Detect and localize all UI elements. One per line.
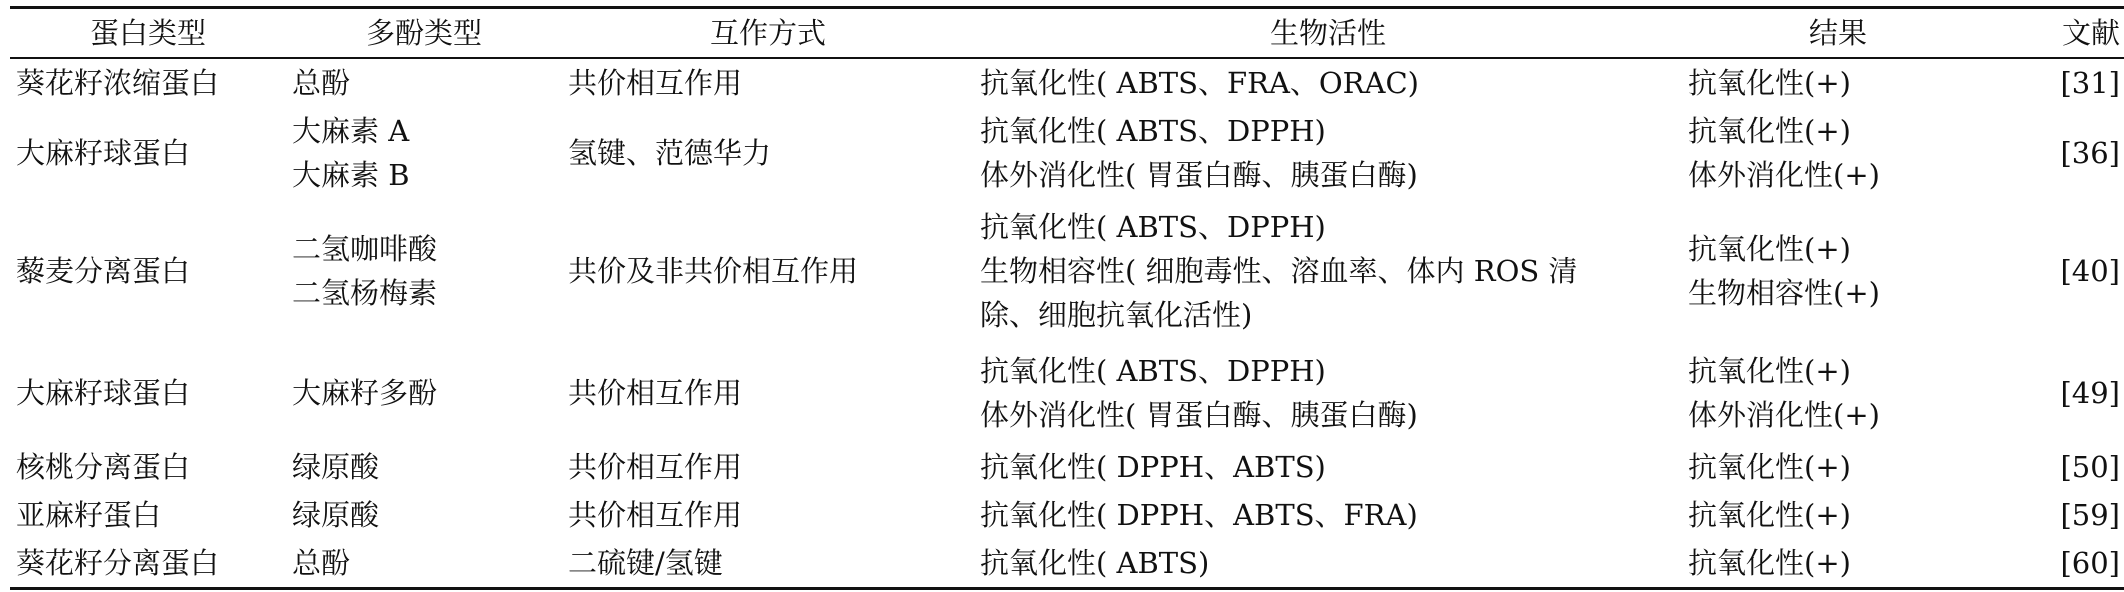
table-row: [10, 491, 2124, 539]
cell-bioactivity-line: 抗氧化性( DPPH、ABTS): [980, 450, 1326, 484]
cell-polyphenol-type-line: 绿原酸: [292, 498, 380, 532]
cell-protein-type: [10, 58, 286, 107]
protein-polyphenol-table-container: [10, 6, 2120, 590]
cell-result: [1682, 539, 1994, 589]
table-row: [10, 107, 2124, 199]
table-row: [10, 343, 2124, 443]
cell-reference: [36]: [2060, 136, 2120, 170]
cell-polyphenol-type-line: 大麻素 B: [292, 158, 410, 192]
cell-result-line: 抗氧化性(+): [1688, 66, 1851, 100]
table-body: [10, 58, 2124, 589]
cell-polyphenol-type: [286, 539, 562, 589]
cell-result-line: 抗氧化性(+): [1688, 498, 1851, 532]
cell-polyphenol-type-line: 大麻籽多酚: [292, 376, 438, 410]
cell-polyphenol-type: [286, 199, 562, 343]
cell-result: [1682, 58, 1994, 107]
cell-result-line: 抗氧化性(+): [1688, 450, 1851, 484]
cell-bioactivity-line: 体外消化性( 胃蛋白酶、胰蛋白酶): [980, 398, 1418, 432]
table-row: [10, 443, 2124, 491]
header-reference: 文献: [2061, 16, 2120, 50]
cell-bioactivity-line: 体外消化性( 胃蛋白酶、胰蛋白酶): [980, 158, 1418, 192]
cell-bioactivity: [974, 343, 1682, 443]
header-bioactivity: 生物活性: [1269, 16, 1386, 50]
cell-protein-type-line: 核桃分离蛋白: [16, 450, 191, 484]
table-row: [10, 58, 2124, 107]
cell-polyphenol-type: [286, 491, 562, 539]
cell-reference: [59]: [2060, 498, 2120, 532]
header-protein-type: 蛋白类型: [89, 16, 206, 50]
header-polyphenol-type: 多酚类型: [365, 16, 482, 50]
cell-bioactivity: [974, 107, 1682, 199]
cell-result-line: 体外消化性(+): [1688, 158, 1880, 192]
cell-protein-type: [10, 443, 286, 491]
cell-interaction-mode-line: 共价相互作用: [568, 450, 743, 484]
cell-result: [1682, 491, 1994, 539]
cell-result-line: 体外消化性(+): [1688, 398, 1880, 432]
table-row: [10, 539, 2124, 589]
cell-polyphenol-type: [286, 443, 562, 491]
cell-result: [1682, 443, 1994, 491]
cell-interaction-mode: [562, 199, 974, 343]
table-header: [10, 8, 2124, 59]
cell-bioactivity-line: 抗氧化性( ABTS、DPPH): [980, 210, 1326, 244]
cell-protein-type-line: 葵花籽分离蛋白: [16, 546, 220, 580]
cell-protein-type-line: 葵花籽浓缩蛋白: [16, 66, 220, 100]
cell-protein-type-line: 大麻籽球蛋白: [16, 376, 191, 410]
cell-polyphenol-type-line: 总酚: [292, 546, 351, 580]
cell-result-line: 抗氧化性(+): [1688, 114, 1851, 148]
cell-result: [1682, 199, 1994, 343]
cell-polyphenol-type: [286, 343, 562, 443]
header-interaction-mode: 互作方式: [709, 16, 826, 50]
cell-polyphenol-type-line: 二氢咖啡酸: [292, 232, 438, 266]
cell-reference: [49]: [2060, 376, 2120, 410]
cell-result-line: 抗氧化性(+): [1688, 354, 1851, 388]
cell-polyphenol-type-line: 总酚: [292, 66, 351, 100]
cell-interaction-mode: [562, 107, 974, 199]
cell-protein-type-line: 大麻籽球蛋白: [16, 136, 191, 170]
cell-interaction-mode: [562, 491, 974, 539]
cell-protein-type: [10, 343, 286, 443]
header-result: 结果: [1808, 16, 1867, 50]
cell-result-line: 抗氧化性(+): [1688, 232, 1851, 266]
cell-polyphenol-type-line: 大麻素 A: [292, 114, 410, 148]
cell-interaction-mode-line: 氢键、范德华力: [568, 136, 772, 170]
cell-interaction-mode: [562, 443, 974, 491]
header-row: [10, 8, 2124, 59]
cell-protein-type-line: 藜麦分离蛋白: [16, 254, 191, 288]
cell-reference: [40]: [2060, 254, 2120, 288]
cell-result: [1682, 343, 1994, 443]
cell-interaction-mode-line: 共价相互作用: [568, 498, 743, 532]
cell-reference: [60]: [2060, 546, 2120, 580]
cell-interaction-mode-line: 二硫键/氢键: [568, 546, 723, 580]
cell-bioactivity-line: 抗氧化性( DPPH、ABTS、FRA): [980, 498, 1418, 532]
cell-polyphenol-type-line: 绿原酸: [292, 450, 380, 484]
cell-bioactivity-line: 抗氧化性( ABTS、DPPH): [980, 354, 1326, 388]
cell-reference: [31]: [2060, 66, 2120, 100]
cell-polyphenol-type-line: 二氢杨梅素: [292, 276, 438, 310]
cell-bioactivity-line: 抗氧化性( ABTS、FRA、ORAC): [980, 66, 1419, 100]
cell-bioactivity-line: 抗氧化性( ABTS): [980, 546, 1210, 580]
cell-result-line: 生物相容性(+): [1688, 276, 1880, 310]
protein-polyphenol-table: [10, 6, 2124, 590]
cell-bioactivity: [974, 491, 1682, 539]
cell-polyphenol-type: [286, 107, 562, 199]
cell-interaction-mode-line: 共价相互作用: [568, 66, 743, 100]
cell-interaction-mode-line: 共价及非共价相互作用: [568, 254, 859, 288]
cell-bioactivity-line: 除、细胞抗氧化活性): [980, 298, 1253, 332]
cell-bioactivity: [974, 539, 1682, 589]
cell-result: [1682, 107, 1994, 199]
table-row: [10, 199, 2124, 343]
cell-protein-type: [10, 199, 286, 343]
cell-interaction-mode: [562, 343, 974, 443]
cell-protein-type: [10, 107, 286, 199]
cell-bioactivity: [974, 58, 1682, 107]
cell-bioactivity: [974, 443, 1682, 491]
cell-interaction-mode-line: 共价相互作用: [568, 376, 743, 410]
cell-interaction-mode: [562, 539, 974, 589]
cell-bioactivity-line: 生物相容性( 细胞毒性、溶血率、体内 ROS 清: [980, 254, 1578, 288]
cell-protein-type: [10, 539, 286, 589]
cell-protein-type-line: 亚麻籽蛋白: [16, 498, 162, 532]
cell-bioactivity: [974, 199, 1682, 343]
cell-reference: [50]: [2060, 450, 2120, 484]
cell-result-line: 抗氧化性(+): [1688, 546, 1851, 580]
cell-interaction-mode: [562, 58, 974, 107]
cell-polyphenol-type: [286, 58, 562, 107]
cell-bioactivity-line: 抗氧化性( ABTS、DPPH): [980, 114, 1326, 148]
cell-protein-type: [10, 491, 286, 539]
